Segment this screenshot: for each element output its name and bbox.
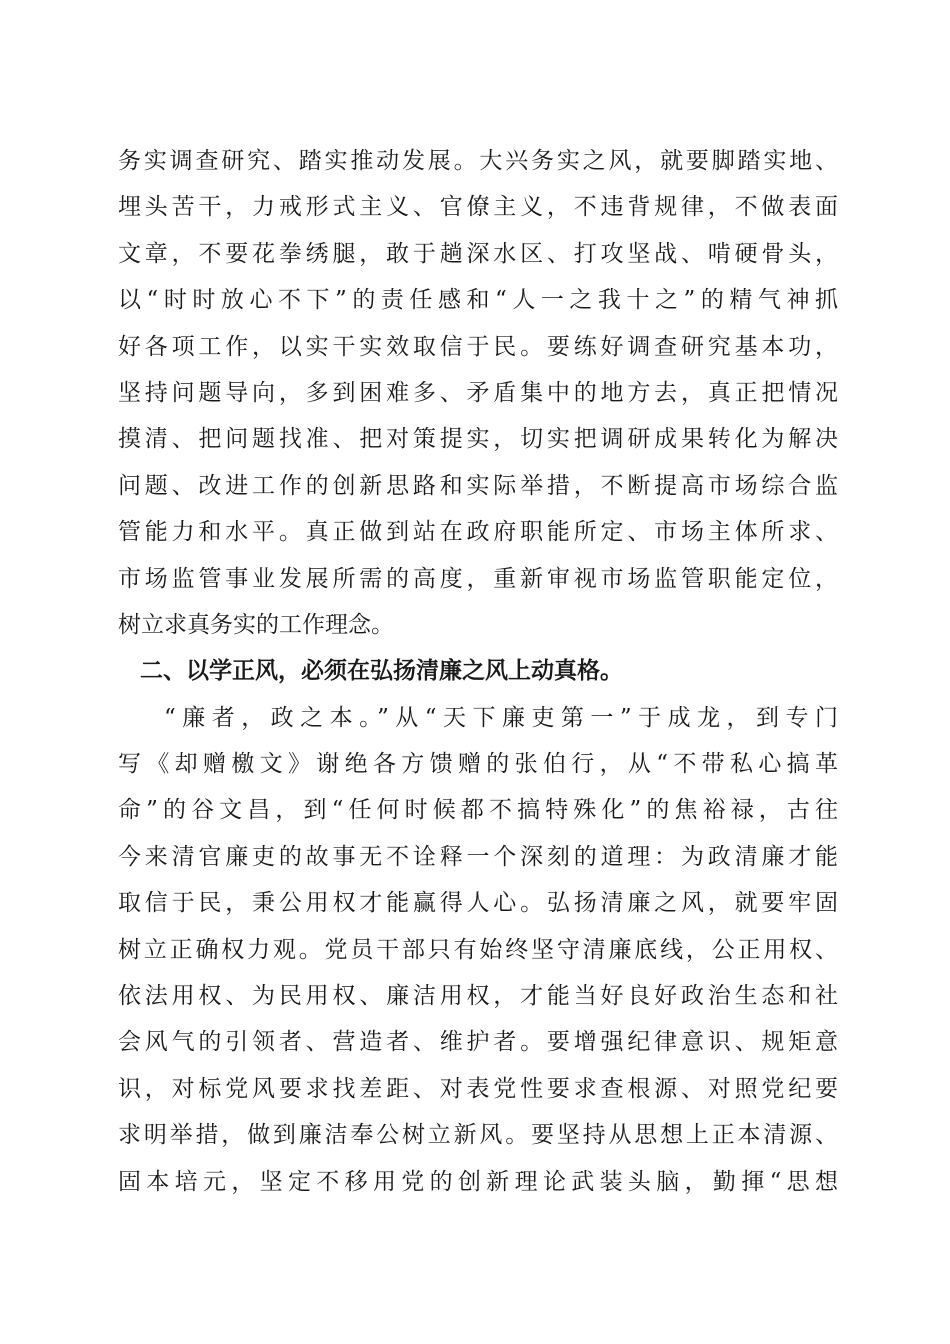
paragraph-line: 求明举措，做到廉洁奉公树立新风。要坚持从思想上正本清源、 [118,1122,838,1149]
paragraph-line: 树立正确权力观。党员干部只有始终坚守清廉底线，公正用权、 [118,936,838,963]
paragraph-line: 依法用权、为民用权、廉洁用权，才能当好良好政治生态和社 [118,983,838,1010]
document-body [118,138,838,1205]
paragraph-line: 管能力和水平。真正做到站在政府职能所定、市场主体所求、 [118,519,838,546]
paragraph-line: 命”的谷文昌，到“任何时候都不搞特殊化”的焦裕禄，古往 [118,797,838,824]
paragraph-line: 写《却赠檄文》谢绝各方馈赠的张伯行，从“不带私心搞革 [118,751,838,778]
paragraph-line: 问题、改进工作的创新思路和实际举措，不断提高市场综合监 [118,472,838,499]
paragraph-line: 摸清、把问题找准、把对策提实，切实把调研成果转化为解决 [118,426,838,453]
paragraph-line: 务实调查研究、踏实推动发展。大兴务实之风，就要脚踏实地、 [118,148,838,174]
paragraph-line: 取信于民，秉公用权才能赢得人心。弘扬清廉之风，就要牢固 [118,890,838,917]
section-heading: 二、以学正风，必须在弘扬清廉之风上动真格。 [140,658,623,685]
paragraph-line: 以“时时放心不下”的责任感和“人一之我十之”的精气神抓 [118,287,838,314]
paragraph-line: 今来清官廉吏的故事无不诠释一个深刻的道理：为政清廉才能 [118,843,838,870]
paragraph-line: 市场监管事业发展所需的高度，重新审视市场监管职能定位， [118,565,838,592]
paragraph-line: 识，对标党风要求找差距、对表党性要求查根源、对照党纪要 [118,1075,838,1102]
paragraph-line: 固本培元，坚定不移用党的创新理论武装头脑，勤揮“思想 [118,1168,838,1195]
paragraph-line: 埋头苦干，力戒形式主义、官僚主义，不违背规律，不做表面 [118,194,838,221]
paragraph-line: 会风气的引领者、营造者、维护者。要增强纪律意识、规矩意 [118,1029,838,1056]
paragraph-line: 文章，不要花拳绣腿，敢于趟深水区、打攻坚战、啃硬骨头， [118,240,838,267]
paragraph-line: 好各项工作，以实干实效取信于民。要练好调查研究基本功， [118,333,838,360]
paragraph-line: 树立求真务实的工作理念。 [118,611,394,638]
paragraph-line: 坚持问题导向，多到困难多、矛盾集中的地方去，真正把情况 [118,379,838,406]
paragraph-line: “廉者，政之本。”从“天下廉吏第一”于成龙，到专门 [164,704,838,731]
